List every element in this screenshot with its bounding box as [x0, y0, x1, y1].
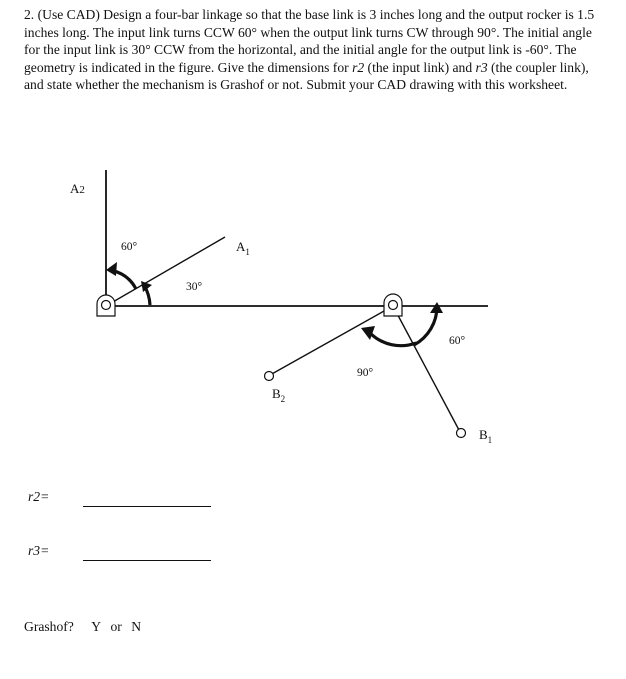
pin-b1 — [457, 429, 466, 438]
input-swing-arc — [106, 262, 136, 289]
output-link-position-1 — [393, 306, 459, 430]
r2-symbol: r2 — [352, 59, 365, 75]
grashof-or-text: or — [110, 619, 122, 634]
r2-answer-row — [28, 489, 49, 505]
r3-answer-blank[interactable] — [83, 560, 211, 561]
label-a2: A2 — [70, 181, 85, 196]
grashof-no-option[interactable]: N — [131, 619, 142, 634]
grashof-question — [24, 619, 147, 635]
pin-b2 — [265, 372, 274, 381]
ground-pivot-o4 — [384, 294, 402, 316]
problem-number: 2. — [24, 7, 35, 22]
output-swing-arc — [361, 326, 416, 346]
label-angle-30: 30° — [186, 281, 203, 293]
grashof-yes-option[interactable]: Y — [91, 619, 102, 634]
r3-answer-label: r3= — [28, 543, 50, 558]
problem-text-part2: (the input link) and — [364, 59, 476, 75]
problem-text-part3: (the coupler link), and state whether the mechanism is Grashof or not. Submit your CAD drawing with this worksheet. — [24, 59, 589, 92]
output-link-position-2 — [270, 306, 393, 375]
r2-answer-label: r2= — [28, 489, 50, 504]
problem-text-part1: (Use CAD) Design a four-bar linkage so that the base link is 3 inches long and the output rocker is 1.5 inches long. The input link turns CCW 60° when the output link turns CW through 90°. The initial angle for the input link is 30° CCW from the horizontal, and the initial angle for the output link is -60°. The geometry is indicated in the figure. Give the dimensions for — [24, 7, 595, 75]
label-a1: $A_1$ — [236, 239, 250, 257]
label-b1: $B_1$ — [479, 427, 493, 445]
r2-answer-blank[interactable] — [83, 506, 211, 507]
label-b2: $B_2$ — [272, 386, 286, 404]
r3-answer-row — [28, 543, 49, 559]
label-angle-90: 90° — [357, 367, 374, 379]
label-angle-60-output: 60° — [449, 335, 466, 347]
output-initial-angle-arc — [414, 302, 443, 345]
r3-symbol: r3 — [475, 59, 488, 75]
input-initial-angle-arc — [141, 281, 152, 305]
ground-pivot-o2 — [97, 295, 115, 316]
label-angle-60-input: 60° — [121, 241, 138, 253]
grashof-label: Grashof? — [24, 619, 74, 634]
